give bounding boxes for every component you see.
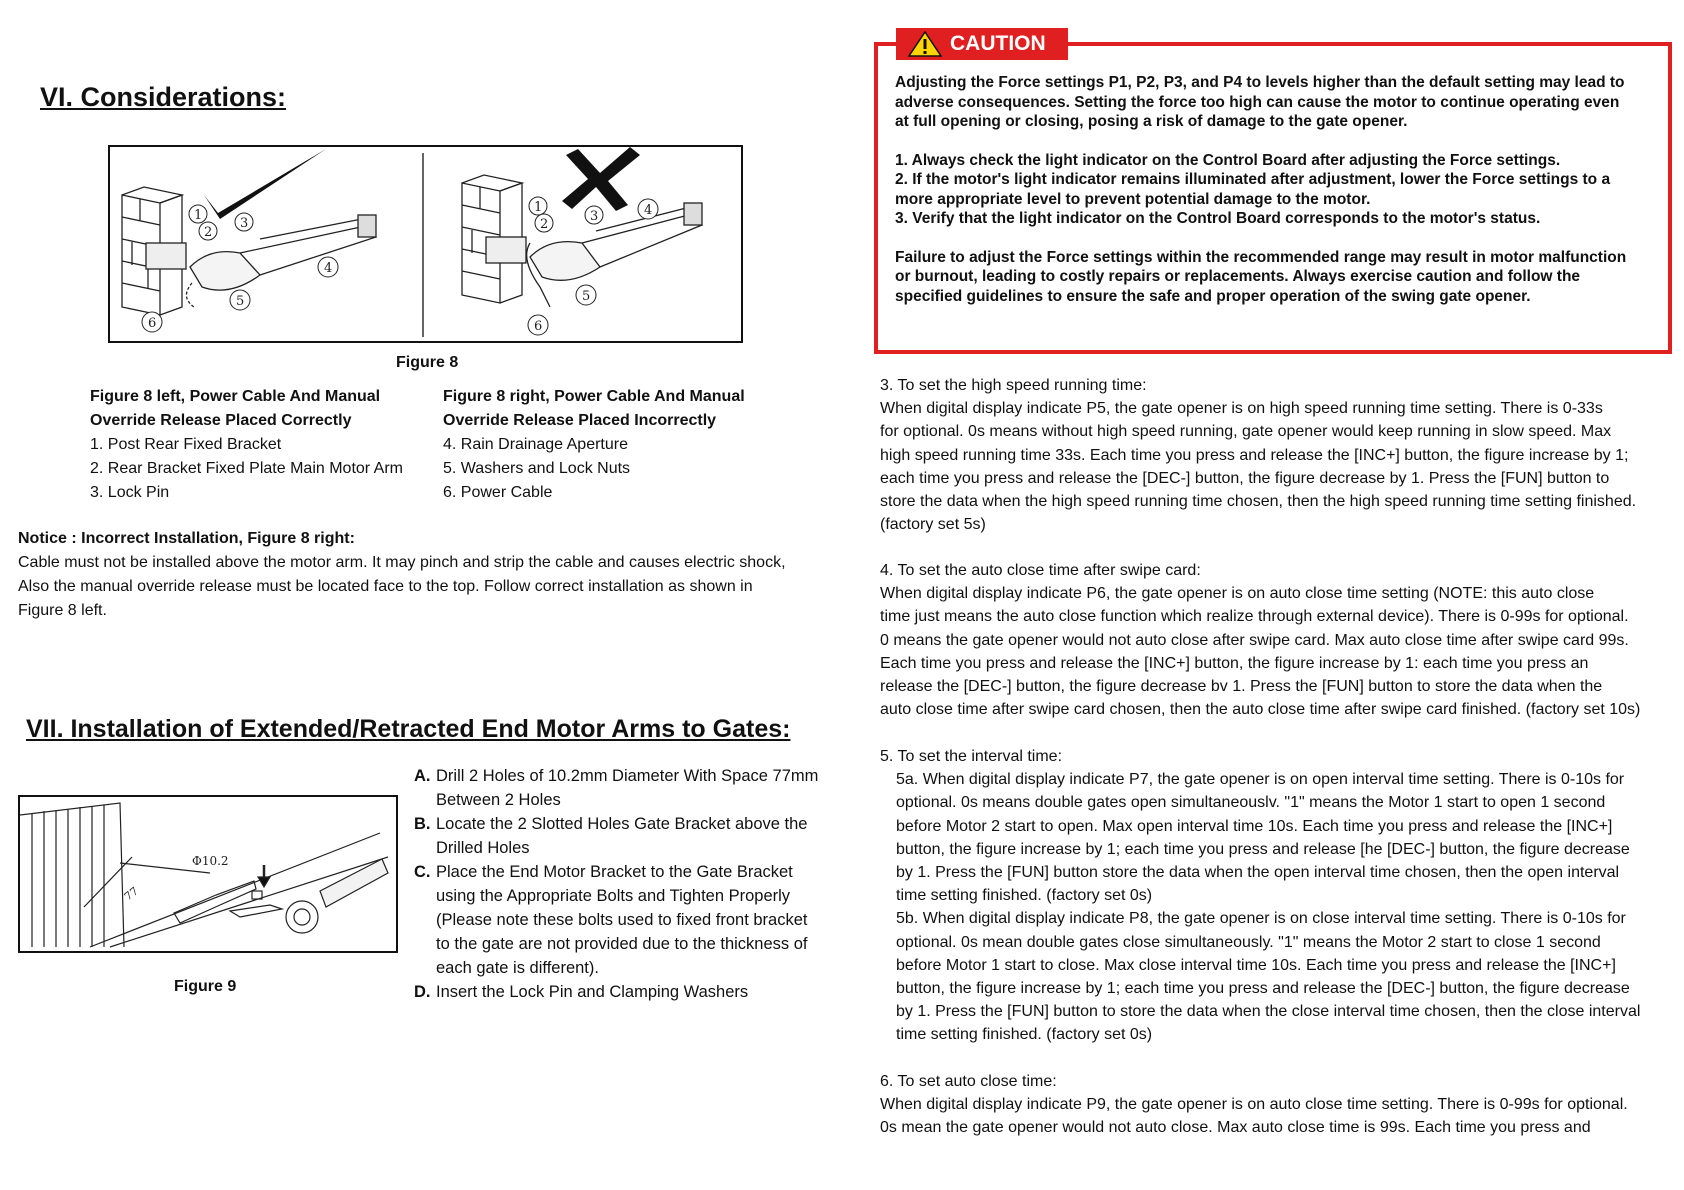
para-line: 0 means the gate opener would not auto close after swipe card. Max auto close time after swipe card 99s. xyxy=(880,631,1629,649)
fig8-left-legend xyxy=(90,385,403,505)
installation-steps xyxy=(414,764,818,1004)
callout-6-right: 6 xyxy=(534,319,543,334)
para-line: optional. 0s mean double gates close simultaneously. "1" means the Motor 2 start to close 1 second xyxy=(896,933,1601,951)
para-line: auto close time after swipe card chosen, then the auto close time after swipe card finished. (factory set 10s) xyxy=(880,701,1641,719)
para-line: release the [DEC-] button, the figure decrease bv 1. Press the [FUN] button to store the data when the xyxy=(880,678,1603,696)
figure-9 xyxy=(18,795,398,953)
section-title: 5. To set the interval time: xyxy=(880,748,1063,765)
section-4 xyxy=(880,559,1640,721)
caution-line: or burnout, leading to costly repairs or replacements. Always exercise caution and follow the xyxy=(895,268,1581,285)
callout-2-left: 2 xyxy=(204,225,213,240)
check-mark-icon xyxy=(204,149,326,219)
figure-8-caption: Figure 8 xyxy=(396,354,459,371)
para-line: (factory set 5s) xyxy=(880,516,986,534)
legend-item: 4. Rain Drainage Aperture xyxy=(443,436,628,453)
caution-line: Failure to adjust the Force settings within the recommended range may result in motor malfunction xyxy=(895,248,1627,266)
diameter-label: Φ10.2 xyxy=(192,854,229,868)
step-d xyxy=(414,980,818,1004)
legend-item: 6. Power Cable xyxy=(443,484,553,501)
fig8-right-title-2: Override Release Placed Incorrectly xyxy=(443,412,717,429)
step-line: Between 2 Holes xyxy=(436,791,561,809)
para-line: before Motor 2 start to open. Max open interval time 10s. Each time you press and release the [INC+] xyxy=(896,817,1613,835)
para-line: 5b. When digital display indicate P8, the gate opener is on close interval time setting. There is 0-10s for xyxy=(896,910,1626,928)
cross-mark-icon xyxy=(562,147,640,211)
step-line: Place the End Motor Bracket to the Gate Bracket xyxy=(436,863,793,881)
motor-arm-left xyxy=(146,215,376,307)
fig8-right-legend xyxy=(443,385,745,505)
caution-line: specified guidelines to ensure the safe and proper operation of the swing gate opener. xyxy=(895,287,1531,305)
figure-8 xyxy=(108,145,743,343)
step-label: B. xyxy=(414,815,431,833)
caution-line: adverse consequences. Setting the force too high can cause the motor to continue operating even xyxy=(895,93,1620,111)
step-label: A. xyxy=(414,767,431,785)
para-line: Each time you press and release the [INC+] button, the figure increase by 1: each time you press an xyxy=(880,654,1589,672)
callout-1-left: 1 xyxy=(194,208,203,223)
section-title: 3. To set the high speed running time: xyxy=(880,377,1147,394)
section-6 xyxy=(880,1070,1628,1140)
callout-3-left: 3 xyxy=(240,216,249,231)
para-line: before Motor 1 start to close. Max close interval time 10s. Each time you press and release the [INC+] xyxy=(896,956,1616,974)
para-line: store the data when the high speed running time chosen, then the high speed running time setting finished. xyxy=(880,493,1637,511)
step-a xyxy=(414,764,818,812)
notice-block xyxy=(18,527,786,623)
para-line: time setting finished. (factory set 0s) xyxy=(896,887,1153,905)
para-line: time just means the auto close function which realize through external device). There is 0-99s for optional. xyxy=(880,608,1629,626)
step-line: (Please note these bolts used to fixed front bracket xyxy=(436,911,808,929)
caution-line: 3. Verify that the light indicator on the Control Board corresponds to the motor's status. xyxy=(895,210,1541,227)
caution-line: at full opening or closing, posing a risk of damage to the gate opener. xyxy=(895,113,1408,130)
step-line: to the gate are not provided due to the thickness of xyxy=(436,935,808,953)
fig8-right-title-1: Figure 8 right, Power Cable And Manual xyxy=(443,388,745,405)
callout-4-left: 4 xyxy=(324,261,333,276)
section-title: 6. To set auto close time: xyxy=(880,1073,1057,1090)
para-line: button, the figure increase by 1; each time you press and release the [DEC-] button, the figure decrease xyxy=(896,980,1630,998)
step-line: Drill 2 Holes of 10.2mm Diameter With Space 77mm xyxy=(436,767,819,785)
callout-2-right: 2 xyxy=(540,217,549,232)
step-label: D. xyxy=(414,983,431,1001)
step-line: each gate is different). xyxy=(436,959,599,977)
callout-1-right: 1 xyxy=(534,200,543,215)
notice-line: Figure 8 left. xyxy=(18,602,107,619)
considerations-heading: VI. Considerations: xyxy=(40,82,287,112)
para-line: by 1. Press the [FUN] button to store the data when the close interval time chosen, then the close interval xyxy=(896,1003,1641,1021)
section-5 xyxy=(880,745,1640,1047)
caution-line: Adjusting the Force settings P1, P2, P3, and P4 to levels higher than the default setting may lead to xyxy=(895,74,1625,91)
para-line: by 1. Press the [FUN] button store the data when the open interval time chosen, then the open interval xyxy=(896,864,1620,882)
step-c xyxy=(414,860,818,980)
step-line: Locate the 2 Slotted Holes Gate Bracket above the xyxy=(436,815,808,833)
section-title: 4. To set the auto close time after swipe card: xyxy=(880,562,1201,579)
caution-line: 1. Always check the light indicator on the Control Board after adjusting the Force settings. xyxy=(895,151,1561,169)
para-line: 5a. When digital display indicate P7, the gate opener is on open interval time setting. There is 0-10s for xyxy=(896,771,1625,789)
step-line: using the Appropriate Bolts and Tighten Properly xyxy=(436,887,791,905)
para-line: each time you press and release the [DEC-] button, the figure decrease by 1. Press the [FUN] button to xyxy=(880,469,1610,487)
section-3 xyxy=(880,374,1636,536)
caution-line: more appropriate level to prevent potential damage to the motor. xyxy=(895,190,1371,208)
fig8-left-title-1: Figure 8 left, Power Cable And Manual xyxy=(90,388,381,405)
notice-title: Notice : Incorrect Installation, Figure 8 right: xyxy=(18,530,355,547)
caution-line: 2. If the motor's light indicator remains illuminated after adjustment, lower the Force settings to a xyxy=(895,171,1611,188)
para-line: high speed running time 33s. Each time you press and release the [INC+] button, the figure increase by 1; xyxy=(880,446,1629,464)
fig8-left-title-2: Override Release Placed Correctly xyxy=(90,412,352,429)
step-b xyxy=(414,812,818,860)
notice-line: Cable must not be installed above the motor arm. It may pinch and strip the cable and causes electric shock, xyxy=(18,554,786,571)
para-line: When digital display indicate P9, the gate opener is on auto close time setting. There is 0-99s for optional. xyxy=(880,1096,1628,1114)
para-line: button, the figure increase by 1; each time you press and release [he [DEC-] button, the figure decrease xyxy=(896,840,1630,858)
legend-item: 1. Post Rear Fixed Bracket xyxy=(90,436,282,453)
figure-9-caption: Figure 9 xyxy=(174,978,237,995)
caution-text xyxy=(895,73,1626,306)
step-label: C. xyxy=(414,863,431,881)
step-line: Drilled Holes xyxy=(436,839,530,857)
para-line: 0s mean the gate opener would not auto close. Max auto close time is 99s. Each time you press and xyxy=(880,1119,1591,1137)
callout-6-left: 6 xyxy=(148,316,157,331)
callout-3-right: 3 xyxy=(590,209,599,224)
step-line: Insert the Lock Pin and Clamping Washers xyxy=(436,983,749,1001)
caution-tag xyxy=(896,28,1068,60)
callout-5-right: 5 xyxy=(582,289,591,304)
warning-triangle-icon xyxy=(908,31,942,57)
para-line: When digital display indicate P6, the gate opener is on auto close time setting (NOTE: this auto close xyxy=(880,585,1595,603)
para-line: for optional. 0s means without high speed running, gate opener would keep running in slow speed. Max xyxy=(880,423,1612,441)
installation-heading: VII. Installation of Extended/Retracted End Motor Arms to Gates: xyxy=(26,715,791,743)
caution-label: CAUTION xyxy=(950,32,1046,55)
spacing-label: 77 xyxy=(121,884,141,904)
figure-9-drawing xyxy=(20,797,396,951)
callout-4-right: 4 xyxy=(644,203,653,218)
figure-8-drawing xyxy=(110,147,741,341)
legend-item: 3. Lock Pin xyxy=(90,484,170,501)
para-line: time setting finished. (factory set 0s) xyxy=(896,1026,1153,1044)
para-line: optional. 0s means double gates open simultaneouslv. "1" means the Motor 1 start to open 1 second xyxy=(896,794,1606,812)
notice-line: Also the manual override release must be located face to the top. Follow correct installation as shown in xyxy=(18,578,753,595)
callout-5-left: 5 xyxy=(236,294,245,309)
legend-item: 2. Rear Bracket Fixed Plate Main Motor Arm xyxy=(90,460,403,477)
legend-item: 5. Washers and Lock Nuts xyxy=(443,460,631,477)
para-line: When digital display indicate P5, the gate opener is on high speed running time setting. There is 0-33s xyxy=(880,400,1603,418)
